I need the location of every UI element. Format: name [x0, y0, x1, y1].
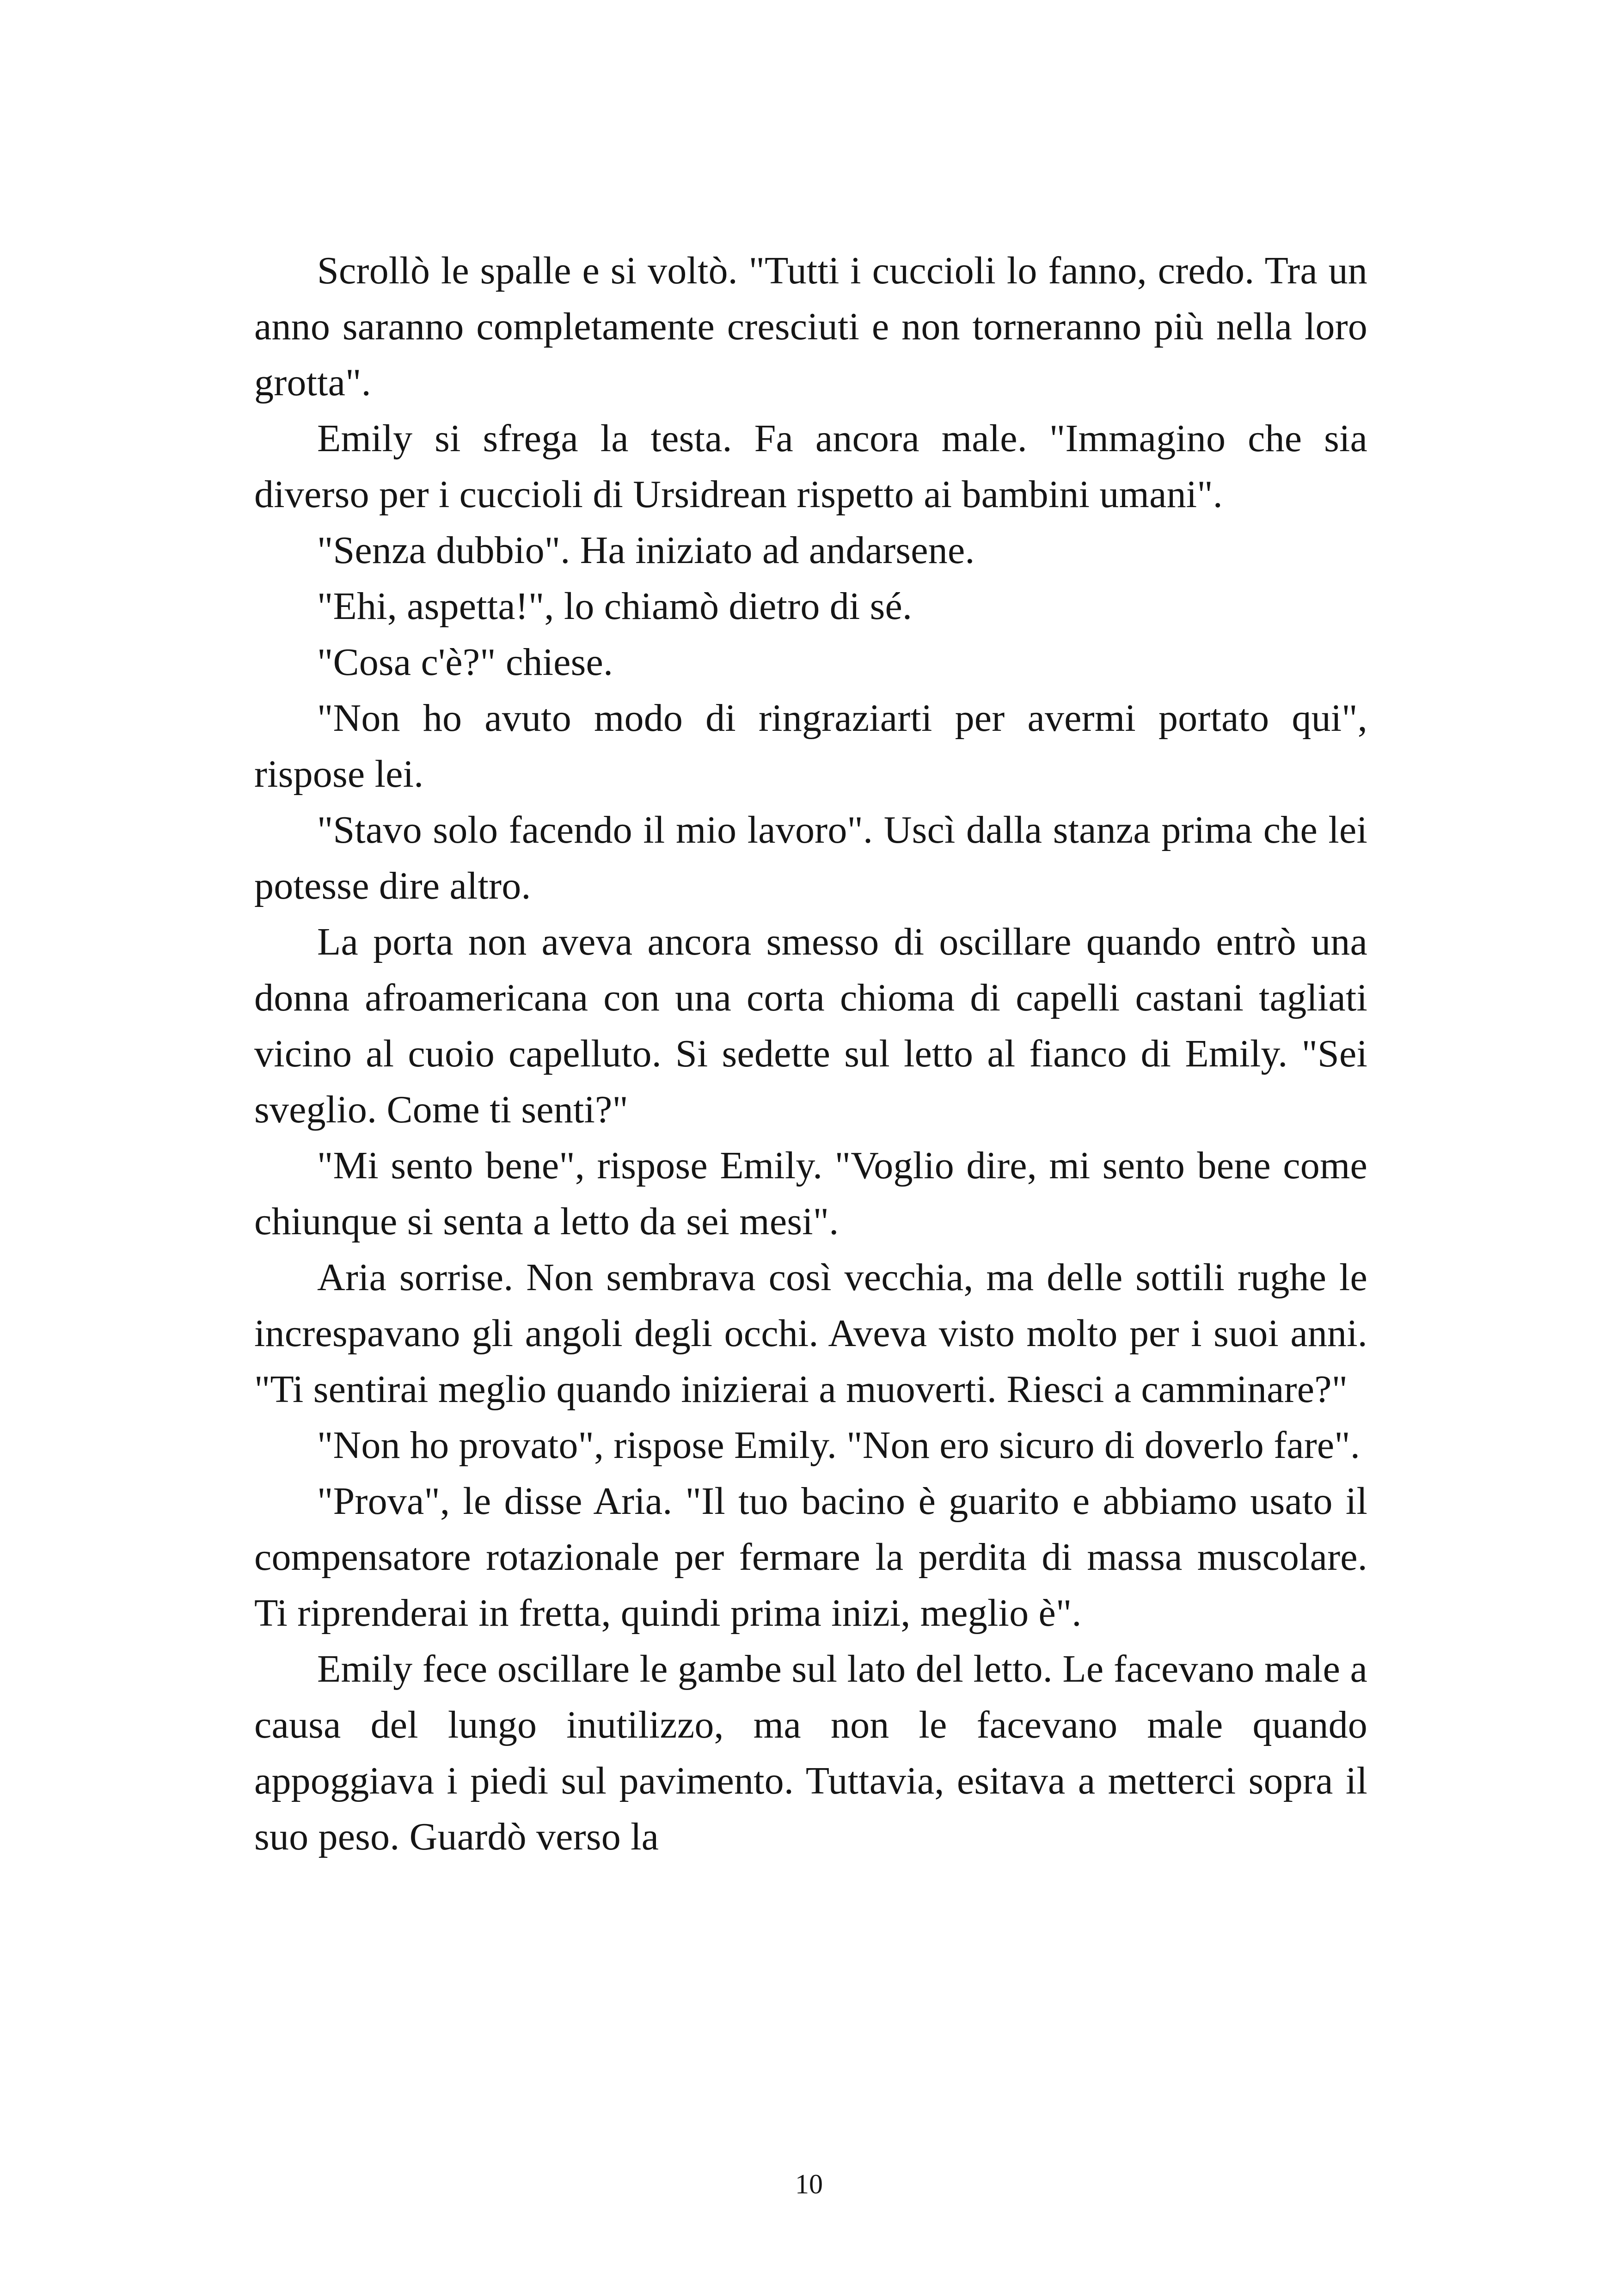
paragraph: "Stavo solo facendo il mio lavoro". Uscì dalla stanza prima che lei potesse dire altro. — [254, 808, 1367, 907]
paragraph: "Non ho provato", rispose Emily. "Non ero sicuro di doverlo fare". — [317, 1424, 1361, 1467]
paragraph: La porta non aveva ancora smesso di oscillare quando entrò una donna afroamericana con una corta chioma di capelli castani tagliati vicino al cuoio capelluto. Si sedette sul letto al fianco di Emily. "Sei sveglio. Come ti senti?" — [254, 920, 1367, 1131]
page-number: 10 — [795, 2169, 823, 2199]
paragraph: "Cosa c'è?" chiese. — [317, 641, 613, 684]
paragraph: "Ehi, aspetta!", lo chiamò dietro di sé. — [317, 585, 913, 628]
paragraph: "Senza dubbio". Ha iniziato ad andarsene. — [317, 529, 975, 572]
text-body — [254, 243, 1367, 1865]
paragraph: "Non ho avuto modo di ringraziarti per avermi portato qui", rispose lei. — [254, 697, 1367, 796]
paragraph: "Prova", le disse Aria. "Il tuo bacino è guarito e abbiamo usato il compensatore rotazionale per fermare la perdita di massa muscolare. Ti riprenderai in fretta, quindi prima inizi, meglio è". — [254, 1480, 1367, 1635]
paragraph: Emily fece oscillare le gambe sul lato del letto. Le facevano male a causa del lungo inutilizzo, ma non le facevano male quando appoggiava i piedi sul pavimento. Tuttavia, esitava a metterci sopra il suo peso. Guardò verso la — [254, 1647, 1367, 1858]
paragraph: "Mi sento bene", rispose Emily. "Voglio dire, mi sento bene come chiunque si senta a letto da sei mesi". — [254, 1144, 1367, 1243]
paragraph: Aria sorrise. Non sembrava così vecchia, ma delle sottili rughe le increspavano gli angoli degli occhi. Aveva visto molto per i suoi anni. "Ti sentirai meglio quando inizierai a muoverti. Riesci a camminare?" — [254, 1256, 1367, 1411]
paragraph: Emily si sfrega la testa. Fa ancora male. "Immagino che sia diverso per i cuccioli di Ursidrean rispetto ai bambini umani". — [254, 417, 1367, 516]
paragraph: Scrollò le spalle e si voltò. "Tutti i cuccioli lo fanno, credo. Tra un anno saranno completamente cresciuti e non torneranno più nella loro grotta". — [254, 249, 1367, 404]
